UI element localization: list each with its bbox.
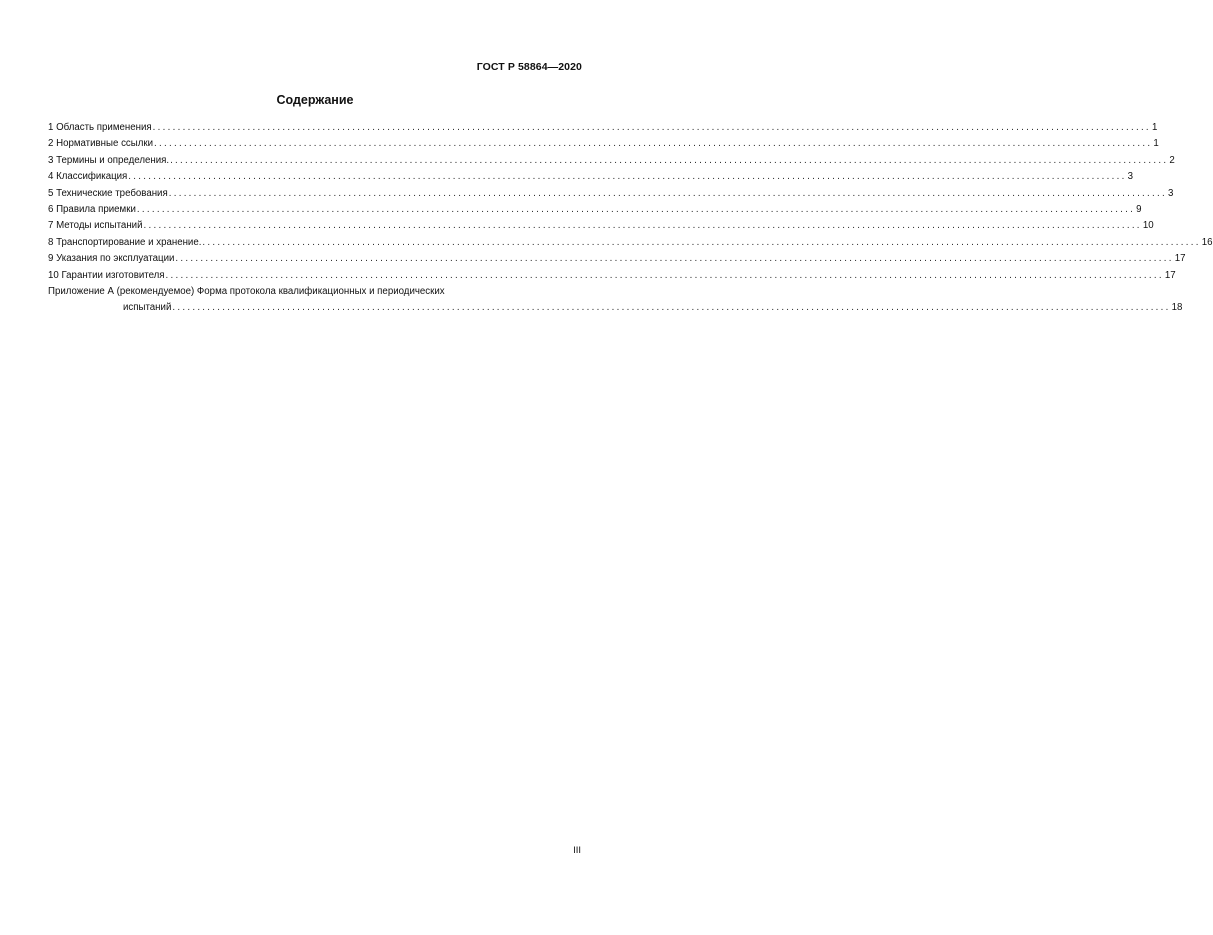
toc-entry[interactable] xyxy=(48,268,1176,284)
toc-leader-dots: ........................................................................................................................................................................................................ xyxy=(136,203,1136,215)
toc-leader-dots: ........................................................................................................................................................................................................ xyxy=(154,138,1153,150)
toc-entry-page: 10 xyxy=(1142,220,1154,232)
toc-entry-page: 1 xyxy=(1151,122,1158,133)
toc-entry-title: Приложение А (рекомендуемое) Форма протокола квалификационных и периодических xyxy=(48,285,445,297)
toc-leader-dots: ........................................................................................................................................................................................................ xyxy=(165,269,1164,281)
toc-leader-dots: ........................................................................................................................................................................................................ xyxy=(172,302,1171,314)
toc-entry[interactable] xyxy=(48,136,1159,152)
toc-entry[interactable] xyxy=(48,120,1158,136)
toc-entry-title: 5 Технические требования xyxy=(48,187,168,199)
toc-entry-title: 9 Указания по эксплуатации xyxy=(48,253,175,265)
toc-leader-dots: ........................................................................................................................................................................................................ xyxy=(152,122,1151,133)
toc-entry-title: 4 Классификация xyxy=(48,171,128,183)
toc-entry[interactable] xyxy=(48,218,1154,234)
toc-entry-title: 7 Методы испытаний xyxy=(48,220,143,232)
toc-entry-title: 2 Нормативные ссылки xyxy=(48,138,154,150)
document-code: ГОСТ Р 58864—2020 xyxy=(476,61,582,73)
toc-entry-title: испытаний xyxy=(123,302,172,314)
toc-entry-title: 10 Гарантии изготовителя xyxy=(48,269,165,281)
toc-title: Содержание xyxy=(276,93,354,107)
toc-entry-page: 18 xyxy=(1171,302,1183,314)
toc-entry-page: 16 xyxy=(1201,236,1213,248)
toc-entry-page: 9 xyxy=(1136,203,1142,215)
toc-leader-dots: ........................................................................................................................................................................................................ xyxy=(168,187,1168,199)
toc-entry[interactable] xyxy=(48,169,1133,185)
toc-entry[interactable] xyxy=(48,300,1183,316)
toc-entry-page: 3 xyxy=(1127,171,1133,183)
toc-entry-page: 17 xyxy=(1164,269,1176,281)
toc-entry-title: 1 Область применения xyxy=(48,122,152,133)
toc-entry-page: 3 xyxy=(1168,187,1174,199)
toc-entry-page: 2 xyxy=(1169,154,1175,166)
toc-entry-title: 6 Правила приемки xyxy=(48,203,136,215)
table-of-contents xyxy=(48,120,1213,317)
toc-leader-dots: ........................................................................................................................................................................................................ xyxy=(175,253,1174,265)
toc-entry-page: 17 xyxy=(1174,253,1186,265)
toc-leader-dots: ........................................................................................................................................................................................................ xyxy=(170,154,1169,166)
toc-entry-title: 3 Термины и определения. xyxy=(48,154,170,166)
toc-leader-dots: ........................................................................................................................................................................................................ xyxy=(128,171,1127,183)
toc-entry[interactable] xyxy=(48,251,1186,267)
toc-entry-page: 1 xyxy=(1153,138,1159,150)
page-number: III xyxy=(573,845,581,856)
toc-entry[interactable] xyxy=(48,284,576,300)
toc-leader-dots: ........................................................................................................................................................................................................ xyxy=(143,220,1142,232)
toc-entry-title: 8 Транспортирование и хранение. xyxy=(48,236,202,248)
toc-entry[interactable] xyxy=(48,153,1175,169)
toc-entry[interactable] xyxy=(48,186,1174,202)
toc-entry[interactable] xyxy=(48,202,1142,218)
toc-leader-dots: ........................................................................................................................................................................................................ xyxy=(202,236,1201,248)
toc-entry[interactable] xyxy=(48,235,1213,251)
